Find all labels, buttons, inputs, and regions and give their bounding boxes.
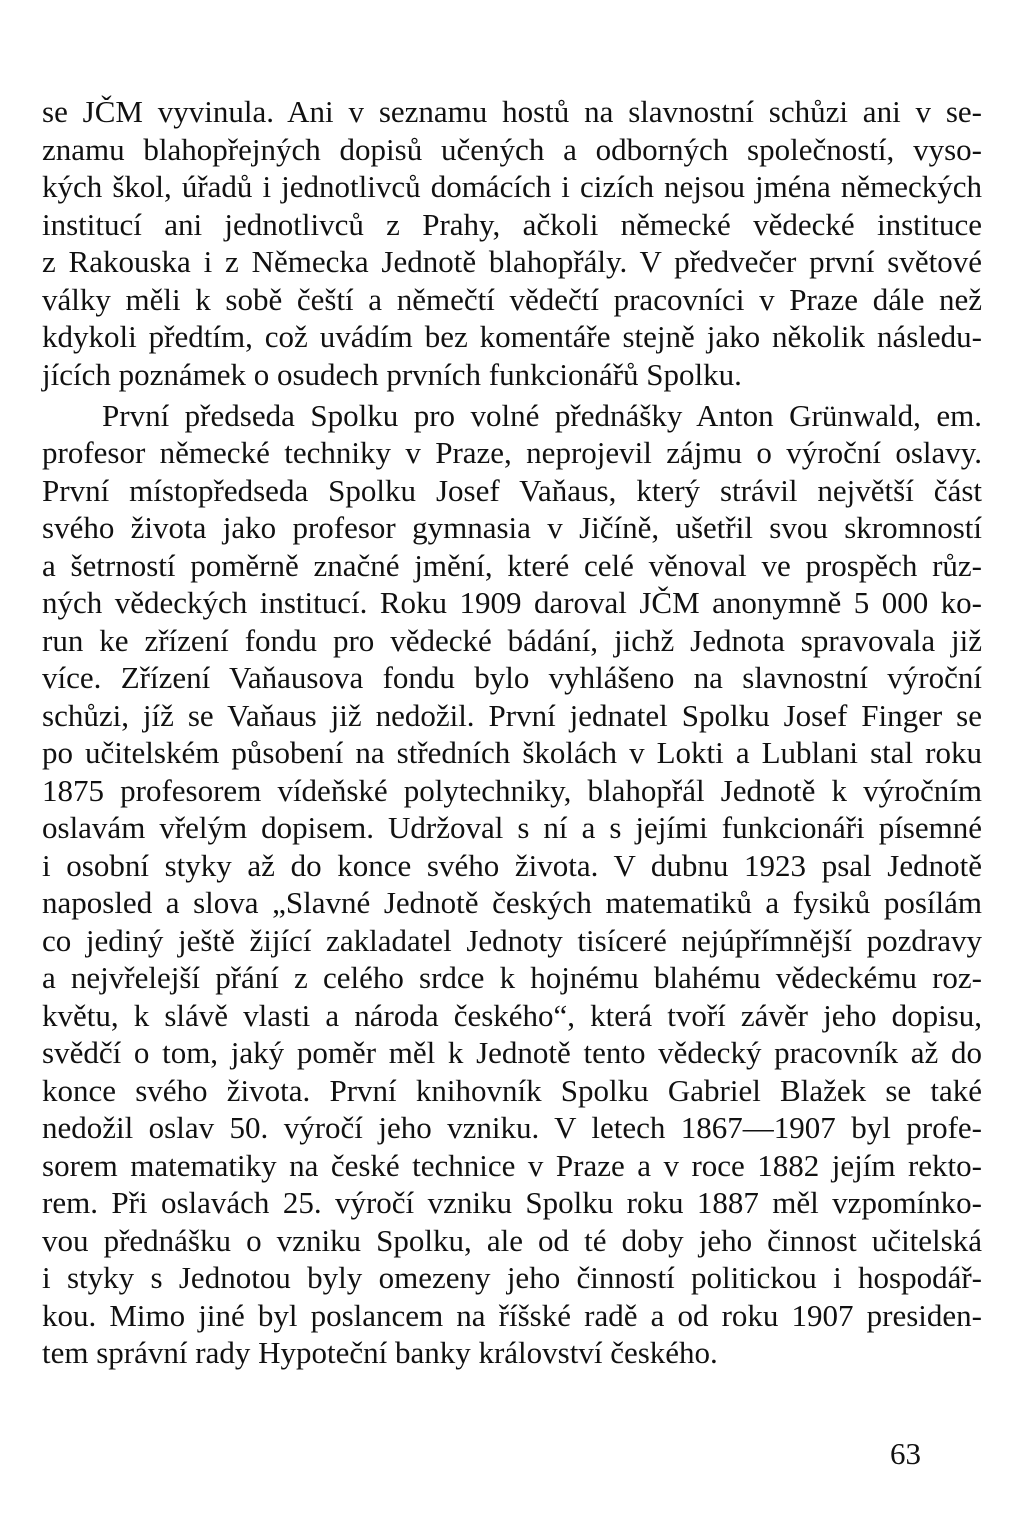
text-line: i osobní styky až do konce svého života. V dubnu 1923 psal Jednotě (42, 848, 982, 883)
text-line: kou. Mimo jiné byl poslancem na říšské radě a od roku 1907 presiden- (42, 1298, 982, 1333)
text-line: jících poznámek o osudech prvních funkcionářů Spolku. (42, 357, 742, 392)
text-line: oslavám vřelým dopisem. Udržoval s ní a s jejími funkcionáři písemné (42, 810, 982, 845)
text-line: 1875 profesorem vídeňské polytechniky, blahopřál Jednotě k výročním (42, 773, 982, 808)
text-line: tem správní rady Hypoteční banky království českého. (42, 1335, 718, 1370)
page-number: 63 (890, 1436, 921, 1471)
text-line: První místopředseda Spolku Josef Vaňaus, který strávil největší část (42, 473, 982, 508)
text-line: kdykoli předtím, což uvádím bez komentáře stejně jako několik následu- (42, 319, 982, 354)
text-line: sorem matematiky na české technice v Praze a v roce 1882 jejím rekto- (42, 1148, 982, 1183)
text-line: a nejvřelejší přání z celého srdce k hojnému blahému vědeckému roz- (42, 960, 982, 995)
text-line: run ke zřízení fondu pro vědecké bádání, jichž Jednota spravovala již (42, 623, 982, 658)
text-line: květu, k slávě vlasti a národa českého“, která tvoří závěr jeho dopisu, (42, 998, 982, 1033)
text-line: ných vědeckých institucí. Roku 1909 daroval JČM anonymně 5 000 ko- (42, 585, 982, 620)
text-line: kých škol, úřadů i jednotlivců domácích i cizích nejsou jména německých (42, 169, 982, 204)
text-line: svědčí o tom, jaký poměr měl k Jednotě tento vědecký pracovník až do (42, 1035, 982, 1070)
text-line: války měli k sobě čeští a němečtí vědečtí pracovníci v Praze dále než (42, 282, 982, 317)
text-line: i styky s Jednotou byly omezeny jeho činností politickou i hospodář- (42, 1260, 982, 1295)
text-line: z Rakouska i z Německa Jednotě blahopřály. V předvečer první světové (42, 244, 982, 279)
text-line: naposled a slova „Slavné Jednotě českých matematiků a fysiků posílám (42, 885, 982, 920)
text-line: nedožil oslav 50. výročí jeho vzniku. V letech 1867—1907 byl profe- (42, 1110, 982, 1145)
text-line: konce svého života. První knihovník Spolku Gabriel Blažek se také (42, 1073, 982, 1108)
text-line: profesor německé techniky v Praze, neprojevil zájmu o výroční oslavy. (42, 435, 982, 470)
text-line: rem. Při oslavách 25. výročí vzniku Spolku roku 1887 měl vzpomínko- (42, 1185, 982, 1220)
text-line: po učitelském působení na středních školách v Lokti a Lublani stal roku (42, 735, 982, 770)
text-line: a šetrností poměrně značné jmění, které celé věnoval ve prospěch růz- (42, 548, 982, 583)
text-line: více. Zřízení Vaňausova fondu bylo vyhlášeno na slavnostní výroční (42, 660, 982, 695)
text-line: institucí ani jednotlivců z Prahy, ačkoli německé vědecké instituce (42, 207, 982, 242)
text-line: První předseda Spolku pro volné přednášky Anton Grünwald, em. (102, 398, 982, 433)
text-line: svého života jako profesor gymnasia v Jičíně, ušetřil svou skromností (42, 510, 982, 545)
text-line: se JČM vyvinula. Ani v seznamu hostů na slavnostní schůzi ani v se- (42, 94, 982, 129)
text-line: co jediný ještě žijící zakladatel Jednoty tisíceré nejúpřímnější pozdravy (42, 923, 982, 958)
text-line: vou přednášku o vzniku Spolku, ale od té doby jeho činnost učitelská (42, 1223, 982, 1258)
text-line: schůzi, jíž se Vaňaus již nedožil. První jednatel Spolku Josef Finger se (42, 698, 982, 733)
text-line: znamu blahopřejných dopisů učených a odborných společností, vyso- (42, 132, 982, 167)
